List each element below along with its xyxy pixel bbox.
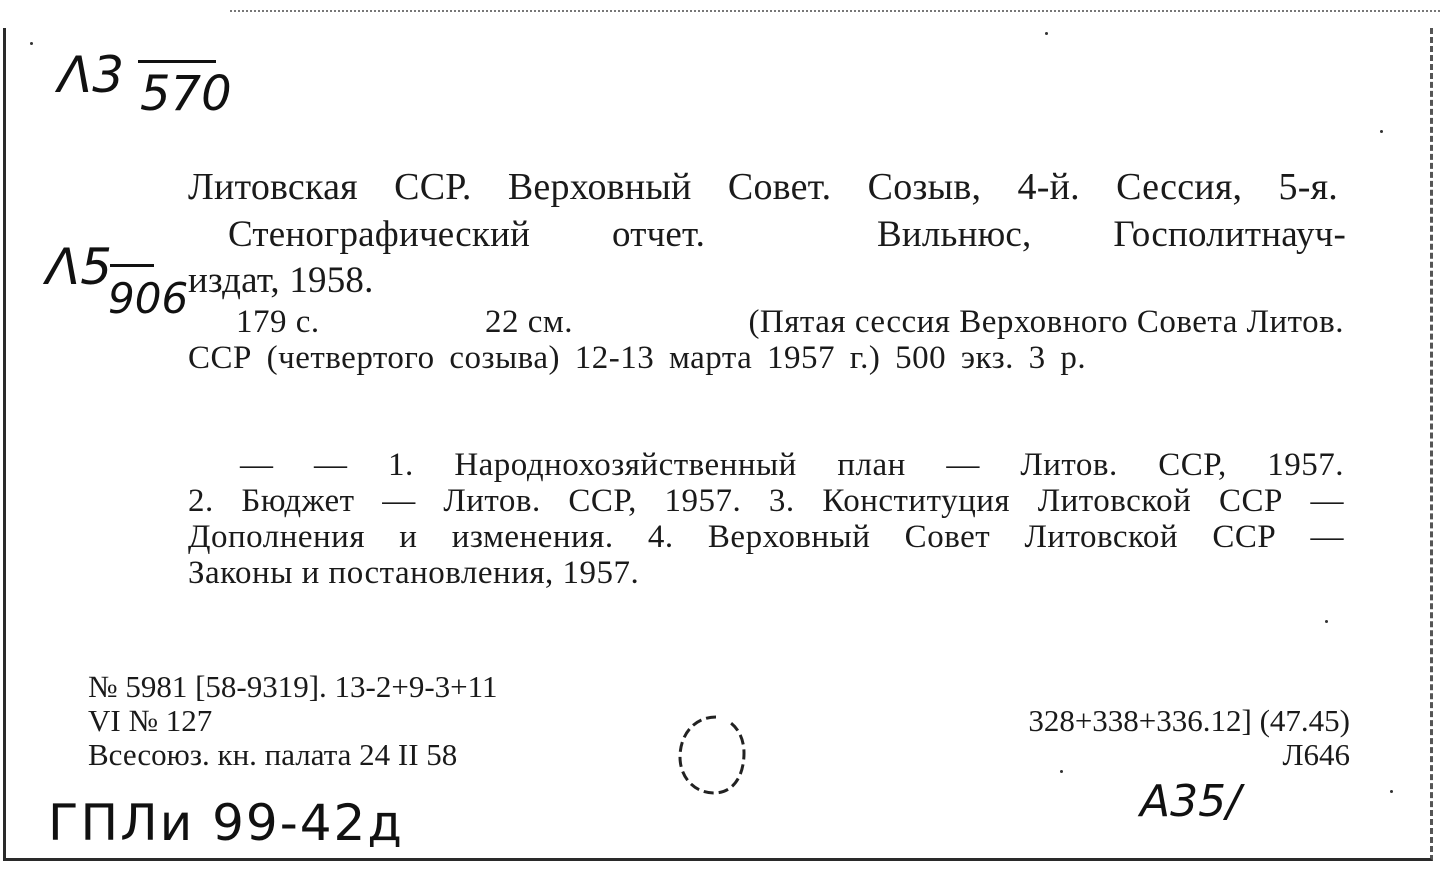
shelfmark-mid-number: 906 — [108, 274, 189, 323]
entry-collation-line2: ССР (четвертого созыва) 12-13 марта 1957 г.) 500 экз. 3 р. — [188, 340, 1087, 376]
footer-record-number: № 5981 [58-9319]. 13-2+9-3+11 — [88, 669, 498, 704]
entry-collation-line1 — [236, 306, 1344, 339]
handwritten-bottom-code: ГПЛи 99-42д — [48, 794, 404, 852]
card-hole-outline — [676, 713, 748, 797]
shelfmark-top-main: Λ3 — [58, 46, 125, 104]
scan-speck — [1390, 790, 1393, 793]
collation-size: 22 см. — [485, 304, 574, 340]
title-report: отчет. — [612, 214, 706, 255]
entry-heading: Литовская ССР. Верховный Совет. Созыв, 4-й. Сессия, 5-я. — [188, 166, 1338, 208]
scan-speck — [1325, 620, 1328, 623]
card-top-edge — [230, 10, 1440, 12]
scan-speck — [30, 42, 33, 45]
scan-speck — [1045, 32, 1048, 35]
entry-subjects-line3: Дополнения и изменения. 4. Верховный Совет Литовской ССР — — [188, 519, 1344, 555]
entry-subjects-line4: Законы и постановления, 1957. — [188, 555, 640, 591]
footer-classification: 328+338+336.12] (47.45) — [1028, 703, 1350, 738]
collation-pages: 179 с. — [236, 304, 320, 340]
entry-subjects-line2: 2. Бюджет — Литов. ССР, 1957. 3. Конституция Литовской ССР — — [188, 483, 1344, 519]
entry-title-line2: издат, 1958. — [188, 260, 374, 301]
title-publisher: Госполитнауч- — [1113, 214, 1346, 255]
collation-note: (Пятая сессия Верховного Совета Литов. — [748, 304, 1344, 340]
entry-title-line1 — [228, 216, 1346, 253]
entry-subjects-line1: — — 1. Народнохозяйственный план — Литов. ССР, 1957. — [240, 447, 1344, 483]
shelfmark-top-bar — [138, 60, 216, 63]
scan-speck — [1060, 770, 1063, 773]
footer-chamber: Всесоюз. кн. палата 24 II 58 — [88, 737, 458, 772]
shelfmark-mid-bar — [110, 264, 154, 267]
title-city: Вильнюс, — [876, 214, 1032, 255]
handwritten-shelfmark-top — [58, 44, 238, 124]
handwritten-shelfmark-mid — [46, 236, 196, 326]
scan-speck — [1380, 130, 1383, 133]
shelfmark-top-number: 570 — [140, 66, 232, 122]
footer-author-mark: Л646 — [1282, 737, 1350, 772]
handwritten-bottom-right-mark: А35/ — [1140, 776, 1241, 827]
shelfmark-mid-main: Λ5 — [46, 238, 113, 296]
footer-volume: VI № 127 — [88, 703, 213, 738]
title-stenographic: Стенографический — [228, 214, 531, 255]
